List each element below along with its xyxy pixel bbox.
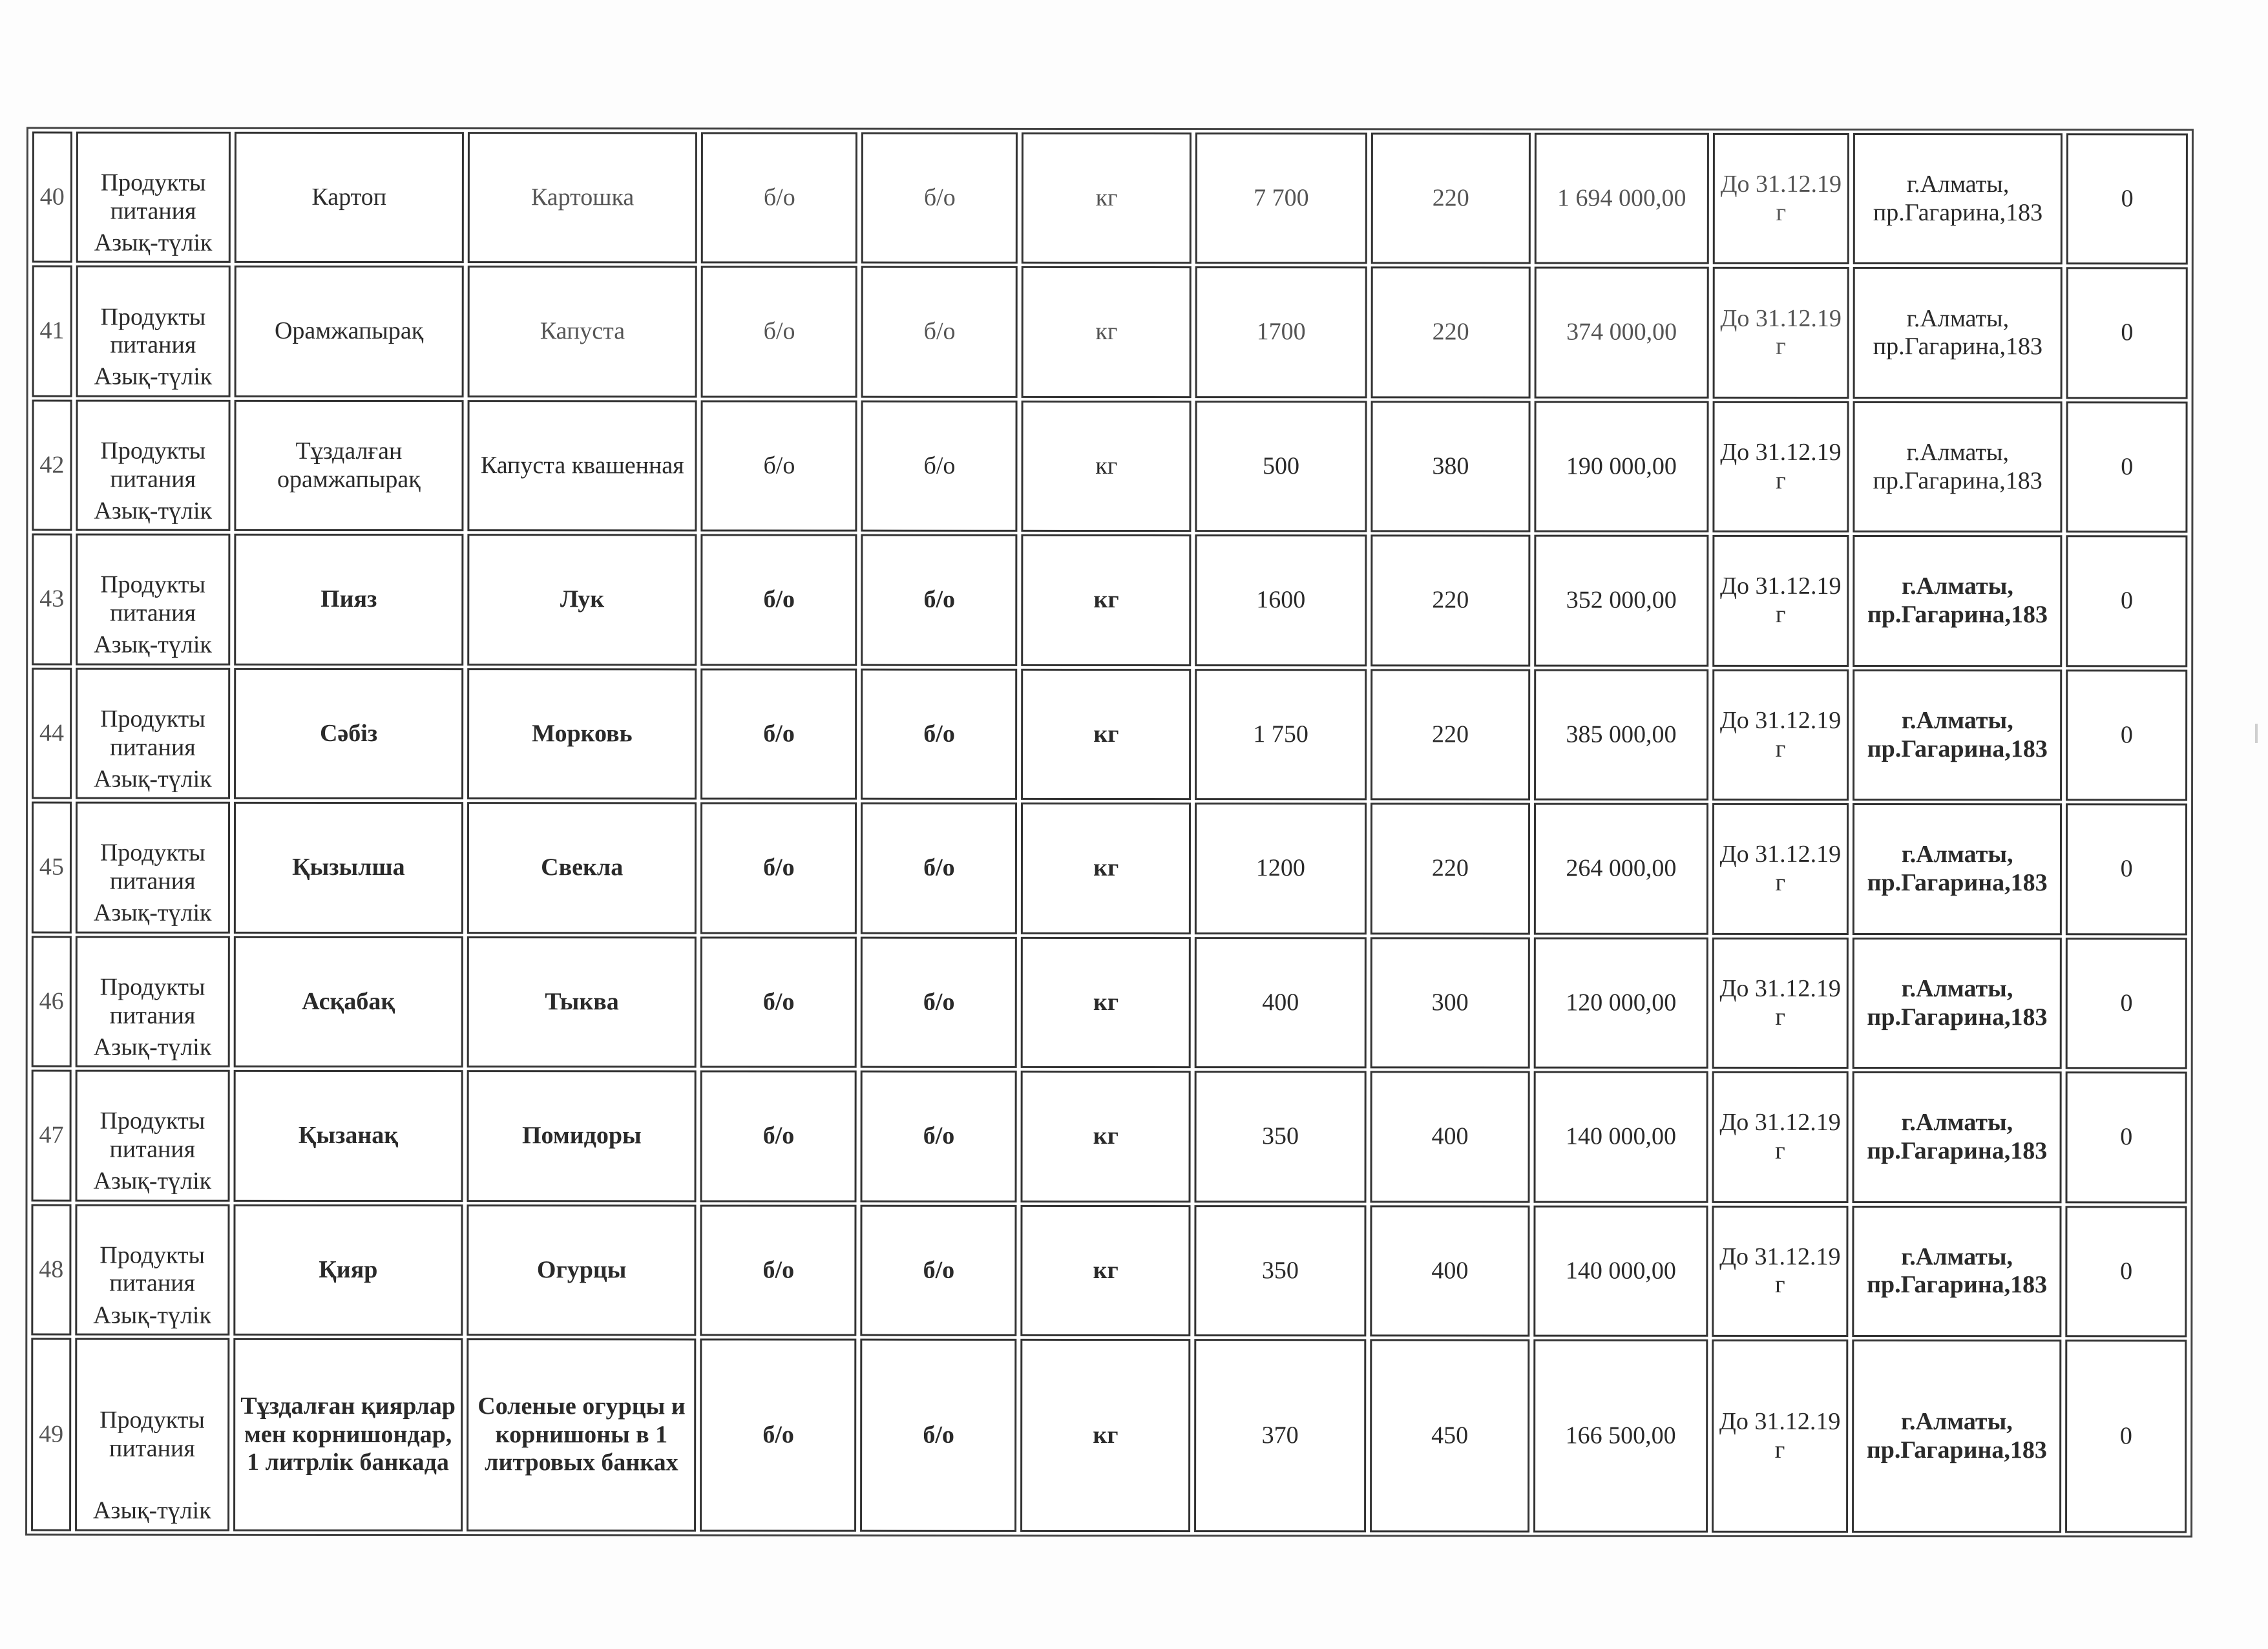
delivery-term: До 31.12.19 г xyxy=(1719,1109,1841,1164)
spec1: б/о xyxy=(762,1122,795,1150)
price-cell xyxy=(1370,401,1530,532)
name-ru-cell xyxy=(467,936,697,1068)
name-kk-cell xyxy=(234,668,464,800)
delivery-term: До 31.12.19 г xyxy=(1719,1407,1841,1464)
name-kk-cell xyxy=(233,1338,463,1531)
sum: 1 694 000,00 xyxy=(1557,184,1686,212)
spec2: б/о xyxy=(923,586,956,614)
price-cell xyxy=(1370,267,1530,399)
spec2-cell xyxy=(860,1339,1016,1532)
spec2-cell xyxy=(861,1071,1017,1203)
category-ru: Продукты питания xyxy=(100,571,206,627)
delivery-address: г.Алматы, пр.Гагарина,183 xyxy=(1867,572,2048,629)
table-body xyxy=(31,132,2188,1533)
unit-cell xyxy=(1021,803,1191,934)
quantity: 1200 xyxy=(1255,854,1305,882)
row-number: 47 xyxy=(39,1121,64,1149)
sum: 385 000,00 xyxy=(1566,720,1677,748)
address-cell xyxy=(1853,535,2063,667)
sum: 166 500,00 xyxy=(1565,1422,1676,1449)
unit-cell xyxy=(1022,266,1192,398)
row-number-cell xyxy=(32,266,72,397)
address-cell xyxy=(1852,1071,2062,1203)
delivery-term: До 31.12.19 г xyxy=(1720,572,1842,629)
quantity: 350 xyxy=(1261,1256,1299,1284)
spec1-cell xyxy=(700,668,857,800)
quantity-cell xyxy=(1195,937,1367,1069)
price-cell xyxy=(1370,803,1530,935)
sum-cell xyxy=(1533,1339,1708,1533)
spec1: б/о xyxy=(763,317,795,345)
delivery-term: До 31.12.19 г xyxy=(1719,841,1842,896)
row-number: 45 xyxy=(39,853,64,881)
extra-value: 0 xyxy=(2121,185,2134,213)
row-number: 42 xyxy=(39,451,65,479)
extra-value: 0 xyxy=(2119,1422,2132,1450)
name-kk: Қызанақ xyxy=(298,1122,399,1150)
name-kk-cell xyxy=(233,1070,463,1202)
extra-value: 0 xyxy=(2120,855,2133,883)
unit: кг xyxy=(1095,184,1118,211)
sum-cell xyxy=(1535,133,1709,265)
unit-cell xyxy=(1021,1205,1191,1337)
price: 220 xyxy=(1432,184,1469,212)
extra-value: 0 xyxy=(2120,1257,2133,1285)
category-kk: Азық-түлік xyxy=(92,1497,211,1525)
name-ru-cell xyxy=(467,1070,697,1202)
row-number-cell xyxy=(31,1204,71,1336)
delivery-term: До 31.12.19 г xyxy=(1720,170,1842,226)
price: 450 xyxy=(1431,1422,1469,1449)
sum-cell xyxy=(1534,401,1708,533)
category-ru: Продукты питания xyxy=(100,303,206,359)
delivery-address: г.Алматы, пр.Гагарина,183 xyxy=(1873,304,2043,361)
category-cell xyxy=(76,132,231,264)
row-number: 44 xyxy=(39,719,65,747)
row-number-cell xyxy=(32,802,72,934)
category-cell xyxy=(76,534,230,666)
extra-cell xyxy=(2066,1072,2187,1204)
price: 220 xyxy=(1432,586,1469,614)
extra-value: 0 xyxy=(2121,587,2134,614)
category-kk: Азық-түлік xyxy=(93,1301,211,1329)
name-kk-cell xyxy=(234,534,464,666)
name-ru: Капуста xyxy=(540,317,625,345)
extra-cell xyxy=(2066,536,2188,667)
name-kk: Картоп xyxy=(311,183,387,211)
quantity: 370 xyxy=(1261,1421,1299,1449)
term-cell xyxy=(1713,133,1849,265)
table-row xyxy=(32,399,2187,532)
sum: 190 000,00 xyxy=(1566,452,1677,480)
spec1-cell xyxy=(701,266,857,398)
name-ru-cell xyxy=(467,802,697,934)
spec1-cell xyxy=(701,534,857,666)
price: 220 xyxy=(1431,854,1469,882)
row-number-cell xyxy=(32,132,72,264)
category-ru: Продукты питания xyxy=(100,973,205,1029)
extra-value: 0 xyxy=(2120,989,2133,1017)
category-cell xyxy=(75,936,229,1067)
unit-cell xyxy=(1021,937,1191,1069)
quantity: 500 xyxy=(1262,452,1299,480)
row-number: 40 xyxy=(39,183,65,211)
sum: 120 000,00 xyxy=(1566,989,1677,1016)
quantity-cell xyxy=(1195,401,1367,532)
sum-cell xyxy=(1534,669,1708,801)
address-cell xyxy=(1852,1206,2062,1338)
quantity-cell xyxy=(1194,1339,1366,1532)
name-ru: Картошка xyxy=(530,184,635,211)
table-row xyxy=(32,1070,2187,1203)
category-kk: Азық-түлік xyxy=(93,899,212,927)
unit: кг xyxy=(1095,318,1118,346)
delivery-address: г.Алматы, пр.Гагарина,183 xyxy=(1867,706,2048,762)
sum: 140 000,00 xyxy=(1566,1122,1677,1150)
delivery-address: г.Алматы, пр.Гагарина,183 xyxy=(1866,1407,2047,1464)
name-kk-cell xyxy=(233,936,463,1068)
category-ru: Продукты питания xyxy=(100,169,206,225)
unit-cell xyxy=(1022,534,1192,666)
spec2-cell xyxy=(861,669,1017,801)
address-cell xyxy=(1853,267,2063,399)
name-kk: Тұздалған орамжапырақ xyxy=(277,437,421,493)
table-row xyxy=(32,534,2187,667)
delivery-term: До 31.12.19 г xyxy=(1719,974,1841,1031)
row-number: 49 xyxy=(39,1420,64,1448)
price-cell xyxy=(1371,132,1531,264)
table-row xyxy=(31,1338,2187,1533)
category-ru: Продукты питания xyxy=(100,1406,205,1462)
unit: кг xyxy=(1093,1256,1118,1284)
sum: 352 000,00 xyxy=(1566,586,1677,614)
delivery-address: г.Алматы, пр.Гагарина,183 xyxy=(1867,841,2048,897)
table-row xyxy=(32,802,2187,935)
unit: кг xyxy=(1093,720,1119,748)
address-cell xyxy=(1853,401,2063,533)
spec1: б/о xyxy=(763,854,795,881)
name-ru: Помидоры xyxy=(521,1122,642,1150)
spec2: б/о xyxy=(923,452,956,479)
spec1-cell xyxy=(700,1204,857,1336)
category-kk: Азық-түлік xyxy=(93,1033,212,1061)
price: 220 xyxy=(1432,318,1469,346)
delivery-term: До 31.12.19 г xyxy=(1719,706,1842,762)
sum-cell xyxy=(1534,937,1708,1069)
name-kk-cell xyxy=(234,400,464,532)
name-ru-cell xyxy=(467,668,697,800)
address-cell xyxy=(1853,133,2063,265)
name-ru-cell xyxy=(467,1204,697,1336)
sum-cell xyxy=(1534,1071,1708,1203)
delivery-address: г.Алматы, пр.Гагарина,183 xyxy=(1867,1243,2048,1299)
category-cell xyxy=(76,266,230,397)
row-number: 46 xyxy=(39,987,64,1015)
extra-cell xyxy=(2066,133,2188,265)
delivery-address: г.Алматы, пр.Гагарина,183 xyxy=(1867,1109,2048,1165)
price: 300 xyxy=(1431,989,1469,1016)
name-kk-cell xyxy=(234,266,464,397)
price: 380 xyxy=(1432,452,1469,480)
term-cell xyxy=(1712,267,1849,399)
category-kk: Азық-түлік xyxy=(94,497,213,525)
spec2-cell xyxy=(861,266,1018,398)
quantity-cell xyxy=(1195,132,1367,264)
row-number: 41 xyxy=(39,317,65,344)
spec1-cell xyxy=(701,400,857,532)
quantity-cell xyxy=(1194,1205,1366,1337)
row-number-cell xyxy=(32,667,72,799)
term-cell xyxy=(1712,401,1849,533)
unit-cell xyxy=(1021,1071,1191,1203)
unit: кг xyxy=(1093,988,1119,1016)
spec2: б/о xyxy=(923,854,955,882)
quantity-cell xyxy=(1195,535,1367,667)
spec2: б/о xyxy=(923,184,956,211)
category-ru: Продукты питания xyxy=(100,437,206,493)
address-cell xyxy=(1853,803,2063,935)
category-ru: Продукты питания xyxy=(100,705,205,761)
price-cell xyxy=(1370,937,1530,1069)
address-cell xyxy=(1853,938,2063,1069)
term-cell xyxy=(1712,535,1849,667)
unit-cell xyxy=(1021,1339,1191,1532)
extra-cell xyxy=(2066,804,2187,936)
name-ru-cell xyxy=(468,132,698,264)
extra-value: 0 xyxy=(2121,319,2134,346)
price-cell xyxy=(1370,1071,1529,1203)
row-number-cell xyxy=(32,534,72,666)
price: 400 xyxy=(1431,1257,1469,1285)
category-ru: Продукты питания xyxy=(100,839,205,895)
name-kk-cell xyxy=(233,1204,463,1336)
quantity-cell xyxy=(1195,1071,1367,1203)
spec2-cell xyxy=(861,936,1017,1068)
quantity-cell xyxy=(1195,267,1367,399)
category-cell xyxy=(75,1070,229,1202)
procurement-table xyxy=(27,129,2192,1536)
term-cell xyxy=(1712,669,1849,801)
category-kk: Азық-түлік xyxy=(93,765,212,793)
extra-value: 0 xyxy=(2121,453,2134,481)
table-row xyxy=(32,936,2187,1069)
unit-cell xyxy=(1022,401,1192,532)
spec1-cell xyxy=(700,1071,857,1203)
spec2-cell xyxy=(861,534,1018,666)
row-number-cell xyxy=(32,936,72,1067)
unit: кг xyxy=(1093,586,1119,614)
name-kk: Асқабақ xyxy=(302,987,395,1015)
price-cell xyxy=(1370,669,1530,801)
row-number-cell xyxy=(32,399,72,531)
name-kk-cell xyxy=(235,132,465,264)
sum-cell xyxy=(1534,535,1708,667)
spec1: б/о xyxy=(762,1256,795,1284)
category-cell xyxy=(76,802,230,934)
name-ru: Тыква xyxy=(545,987,619,1016)
sum: 374 000,00 xyxy=(1566,318,1677,346)
unit: кг xyxy=(1095,452,1118,479)
spec1: б/о xyxy=(763,452,795,479)
sum: 264 000,00 xyxy=(1566,854,1677,882)
spec1-cell xyxy=(701,132,857,264)
name-kk: Тұздалған қиярлар мен корнишондар, 1 литрлік банкада xyxy=(240,1392,456,1476)
name-ru-cell xyxy=(467,534,697,666)
category-kk: Азық-түлік xyxy=(93,1167,212,1195)
spec2: б/о xyxy=(923,318,956,346)
price-cell xyxy=(1370,1339,1529,1533)
price: 220 xyxy=(1432,720,1469,748)
spec2-cell xyxy=(861,1204,1017,1336)
category-ru: Продукты питания xyxy=(100,1107,205,1163)
name-ru-cell xyxy=(467,1338,697,1531)
name-kk: Қияр xyxy=(319,1255,378,1283)
delivery-term: До 31.12.19 г xyxy=(1719,1243,1841,1299)
unit: кг xyxy=(1093,1122,1118,1150)
extra-value: 0 xyxy=(2120,721,2133,749)
sum-cell xyxy=(1535,267,1709,399)
procurement-table-frame xyxy=(25,127,2194,1538)
row-number-cell xyxy=(32,1070,72,1202)
spec1: б/о xyxy=(762,988,795,1016)
scan-artifact xyxy=(2255,724,2258,743)
delivery-address: г.Алматы, пр.Гагарина,183 xyxy=(1867,974,2048,1031)
price-cell xyxy=(1370,535,1530,667)
delivery-address: г.Алматы, пр.Гагарина,183 xyxy=(1873,171,2043,226)
category-kk: Азық-түлік xyxy=(94,229,213,257)
name-kk: Орамжапырақ xyxy=(274,317,424,345)
sum-cell xyxy=(1533,1205,1708,1337)
name-kk: Сәбіз xyxy=(319,719,378,747)
name-ru: Соленые огурцы и корнишоны в 1 литровых банках xyxy=(478,1392,686,1476)
term-cell xyxy=(1712,1339,1848,1533)
sum-cell xyxy=(1534,803,1708,935)
extra-value: 0 xyxy=(2120,1123,2133,1151)
spec1-cell xyxy=(700,1339,856,1532)
spec1-cell xyxy=(700,936,857,1068)
name-ru: Свекла xyxy=(541,854,624,881)
spec2-cell xyxy=(861,803,1017,934)
name-ru: Лук xyxy=(560,585,605,613)
term-cell xyxy=(1712,803,1849,935)
delivery-term: До 31.12.19 г xyxy=(1720,304,1842,361)
name-ru: Капуста квашенная xyxy=(480,451,684,479)
extra-cell xyxy=(2066,669,2187,801)
quantity-cell xyxy=(1195,669,1367,801)
price-cell xyxy=(1370,1205,1529,1337)
extra-cell xyxy=(2066,268,2188,399)
table-row xyxy=(32,667,2187,801)
quantity: 1700 xyxy=(1256,318,1306,346)
delivery-address: г.Алматы, пр.Гагарина,183 xyxy=(1873,439,2042,494)
address-cell xyxy=(1853,669,2063,801)
spec2: б/о xyxy=(923,720,955,748)
term-cell xyxy=(1712,1206,1848,1338)
extra-cell xyxy=(2065,1340,2187,1533)
spec1: б/о xyxy=(763,184,795,211)
name-kk: Пияз xyxy=(320,585,377,613)
category-kk: Азық-түлік xyxy=(94,631,212,658)
spec2: б/о xyxy=(923,988,955,1016)
quantity: 400 xyxy=(1262,988,1299,1016)
quantity: 7 700 xyxy=(1254,184,1309,212)
spec1-cell xyxy=(700,803,857,934)
table-row xyxy=(32,132,2188,265)
address-cell xyxy=(1852,1339,2062,1533)
spec2: б/о xyxy=(923,1421,954,1449)
row-number: 43 xyxy=(39,585,65,613)
quantity: 1 750 xyxy=(1253,720,1308,748)
spec2: б/о xyxy=(923,1122,955,1150)
spec2-cell xyxy=(861,401,1018,532)
term-cell xyxy=(1712,938,1849,1069)
spec1: б/о xyxy=(762,1421,794,1449)
category-ru: Продукты питания xyxy=(100,1241,205,1297)
category-cell xyxy=(75,1338,229,1531)
quantity: 350 xyxy=(1262,1122,1299,1150)
unit-cell xyxy=(1022,669,1192,801)
delivery-term: До 31.12.19 г xyxy=(1720,438,1842,494)
sum: 140 000,00 xyxy=(1565,1257,1676,1285)
category-kk: Азық-түлік xyxy=(94,362,213,391)
name-kk-cell xyxy=(234,802,464,934)
row-number: 48 xyxy=(39,1255,64,1283)
name-ru-cell xyxy=(468,266,698,398)
spec1: б/о xyxy=(763,720,795,748)
extra-cell xyxy=(2066,938,2187,1069)
extra-cell xyxy=(2066,1206,2187,1338)
name-ru: Огурцы xyxy=(536,1255,627,1283)
table-row xyxy=(31,1204,2187,1337)
name-ru: Морковь xyxy=(532,719,633,748)
unit: кг xyxy=(1093,1421,1118,1449)
spec2: б/о xyxy=(923,1256,955,1284)
category-cell xyxy=(75,1204,229,1336)
name-kk: Қызылша xyxy=(292,854,405,881)
spec2-cell xyxy=(861,132,1018,264)
unit-cell xyxy=(1022,132,1192,264)
extra-cell xyxy=(2066,401,2188,533)
spec1: б/о xyxy=(763,585,795,613)
category-cell xyxy=(76,667,230,799)
price: 400 xyxy=(1431,1122,1469,1150)
quantity-cell xyxy=(1195,803,1367,934)
unit: кг xyxy=(1093,854,1119,882)
name-ru-cell xyxy=(467,400,697,532)
category-cell xyxy=(76,400,230,532)
row-number-cell xyxy=(31,1338,71,1531)
term-cell xyxy=(1712,1071,1848,1203)
table-row xyxy=(32,266,2188,399)
quantity: 1600 xyxy=(1256,586,1306,614)
